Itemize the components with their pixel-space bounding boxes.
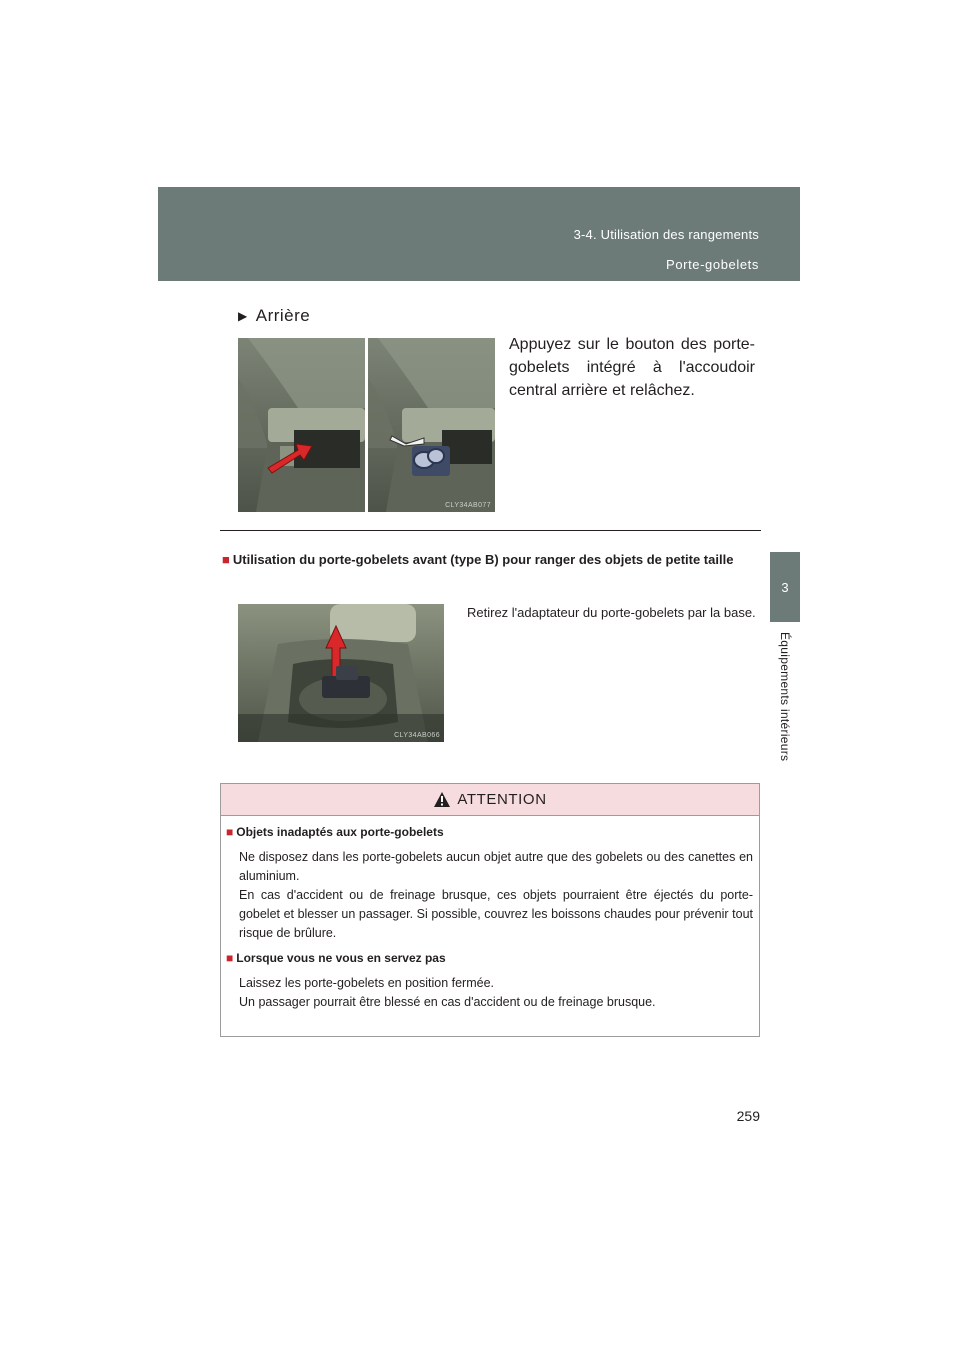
chapter-number: 3 (781, 579, 789, 595)
attention-item-title (226, 951, 753, 965)
attention-item-text: Ne disposez dans les porte-gobelets aucun objet autre que des gobelets ou des canettes en aluminium. En cas d'accident ou de freinage brusque, ces objets pourraient être éjectés du porte-gobelet et blesser un passager. Si possible, couvrez les boissons chaudes pour prévenir tout risque de brûlure. (239, 850, 753, 940)
rear-instruction: Appuyez sur le bouton des porte-gobelets intégré à l'accoudoir central arrière et relâchez. (509, 336, 755, 399)
rear-armrest-photo-closed (238, 338, 365, 512)
attention-header (221, 784, 759, 816)
attention-title: ATTENTION (457, 791, 547, 808)
attention-item-title-text: Lorsque vous ne vous en servez pas (236, 951, 446, 965)
warning-triangle-icon (433, 791, 451, 808)
chapter-title: Équipements intérieurs (778, 632, 792, 762)
rear-armrest-photo-open (368, 338, 495, 512)
attention-item-title-text: Objets inadaptés aux porte-gobelets (236, 825, 444, 839)
attention-item-text: Laissez les porte-gobelets en position fermée. Un passager pourrait être blessé en cas d'accident ou de freinage brusque. (239, 976, 656, 1009)
front-heading (222, 550, 756, 570)
page-number: 259 (736, 1108, 760, 1124)
square-bullet-icon: ■ (222, 552, 230, 567)
front-cupholder-photo (238, 604, 444, 742)
chapter-tab (770, 552, 800, 622)
rear-image-code: CLY34AB077 (445, 502, 491, 509)
attention-item-title (226, 825, 753, 839)
topic-title: Porte-gobelets (666, 257, 759, 272)
front-instruction: Retirez l'adaptateur du porte-gobelets par la base. (467, 605, 756, 620)
triangle-right-icon: ▶ (238, 309, 248, 323)
front-image-code: CLY34AB066 (394, 732, 440, 739)
front-heading-text: Utilisation du porte-gobelets avant (type B) pour ranger des objets de petite taille (232, 552, 734, 567)
rear-heading-text: Arrière (255, 306, 311, 325)
square-bullet-icon: ■ (226, 951, 234, 965)
rear-heading (238, 306, 310, 326)
header-band (158, 187, 800, 281)
attention-body (221, 816, 759, 1012)
section-title: 3-4. Utilisation des rangements (573, 227, 759, 242)
section-divider (220, 530, 761, 531)
attention-box (220, 783, 760, 1037)
square-bullet-icon: ■ (226, 825, 234, 839)
